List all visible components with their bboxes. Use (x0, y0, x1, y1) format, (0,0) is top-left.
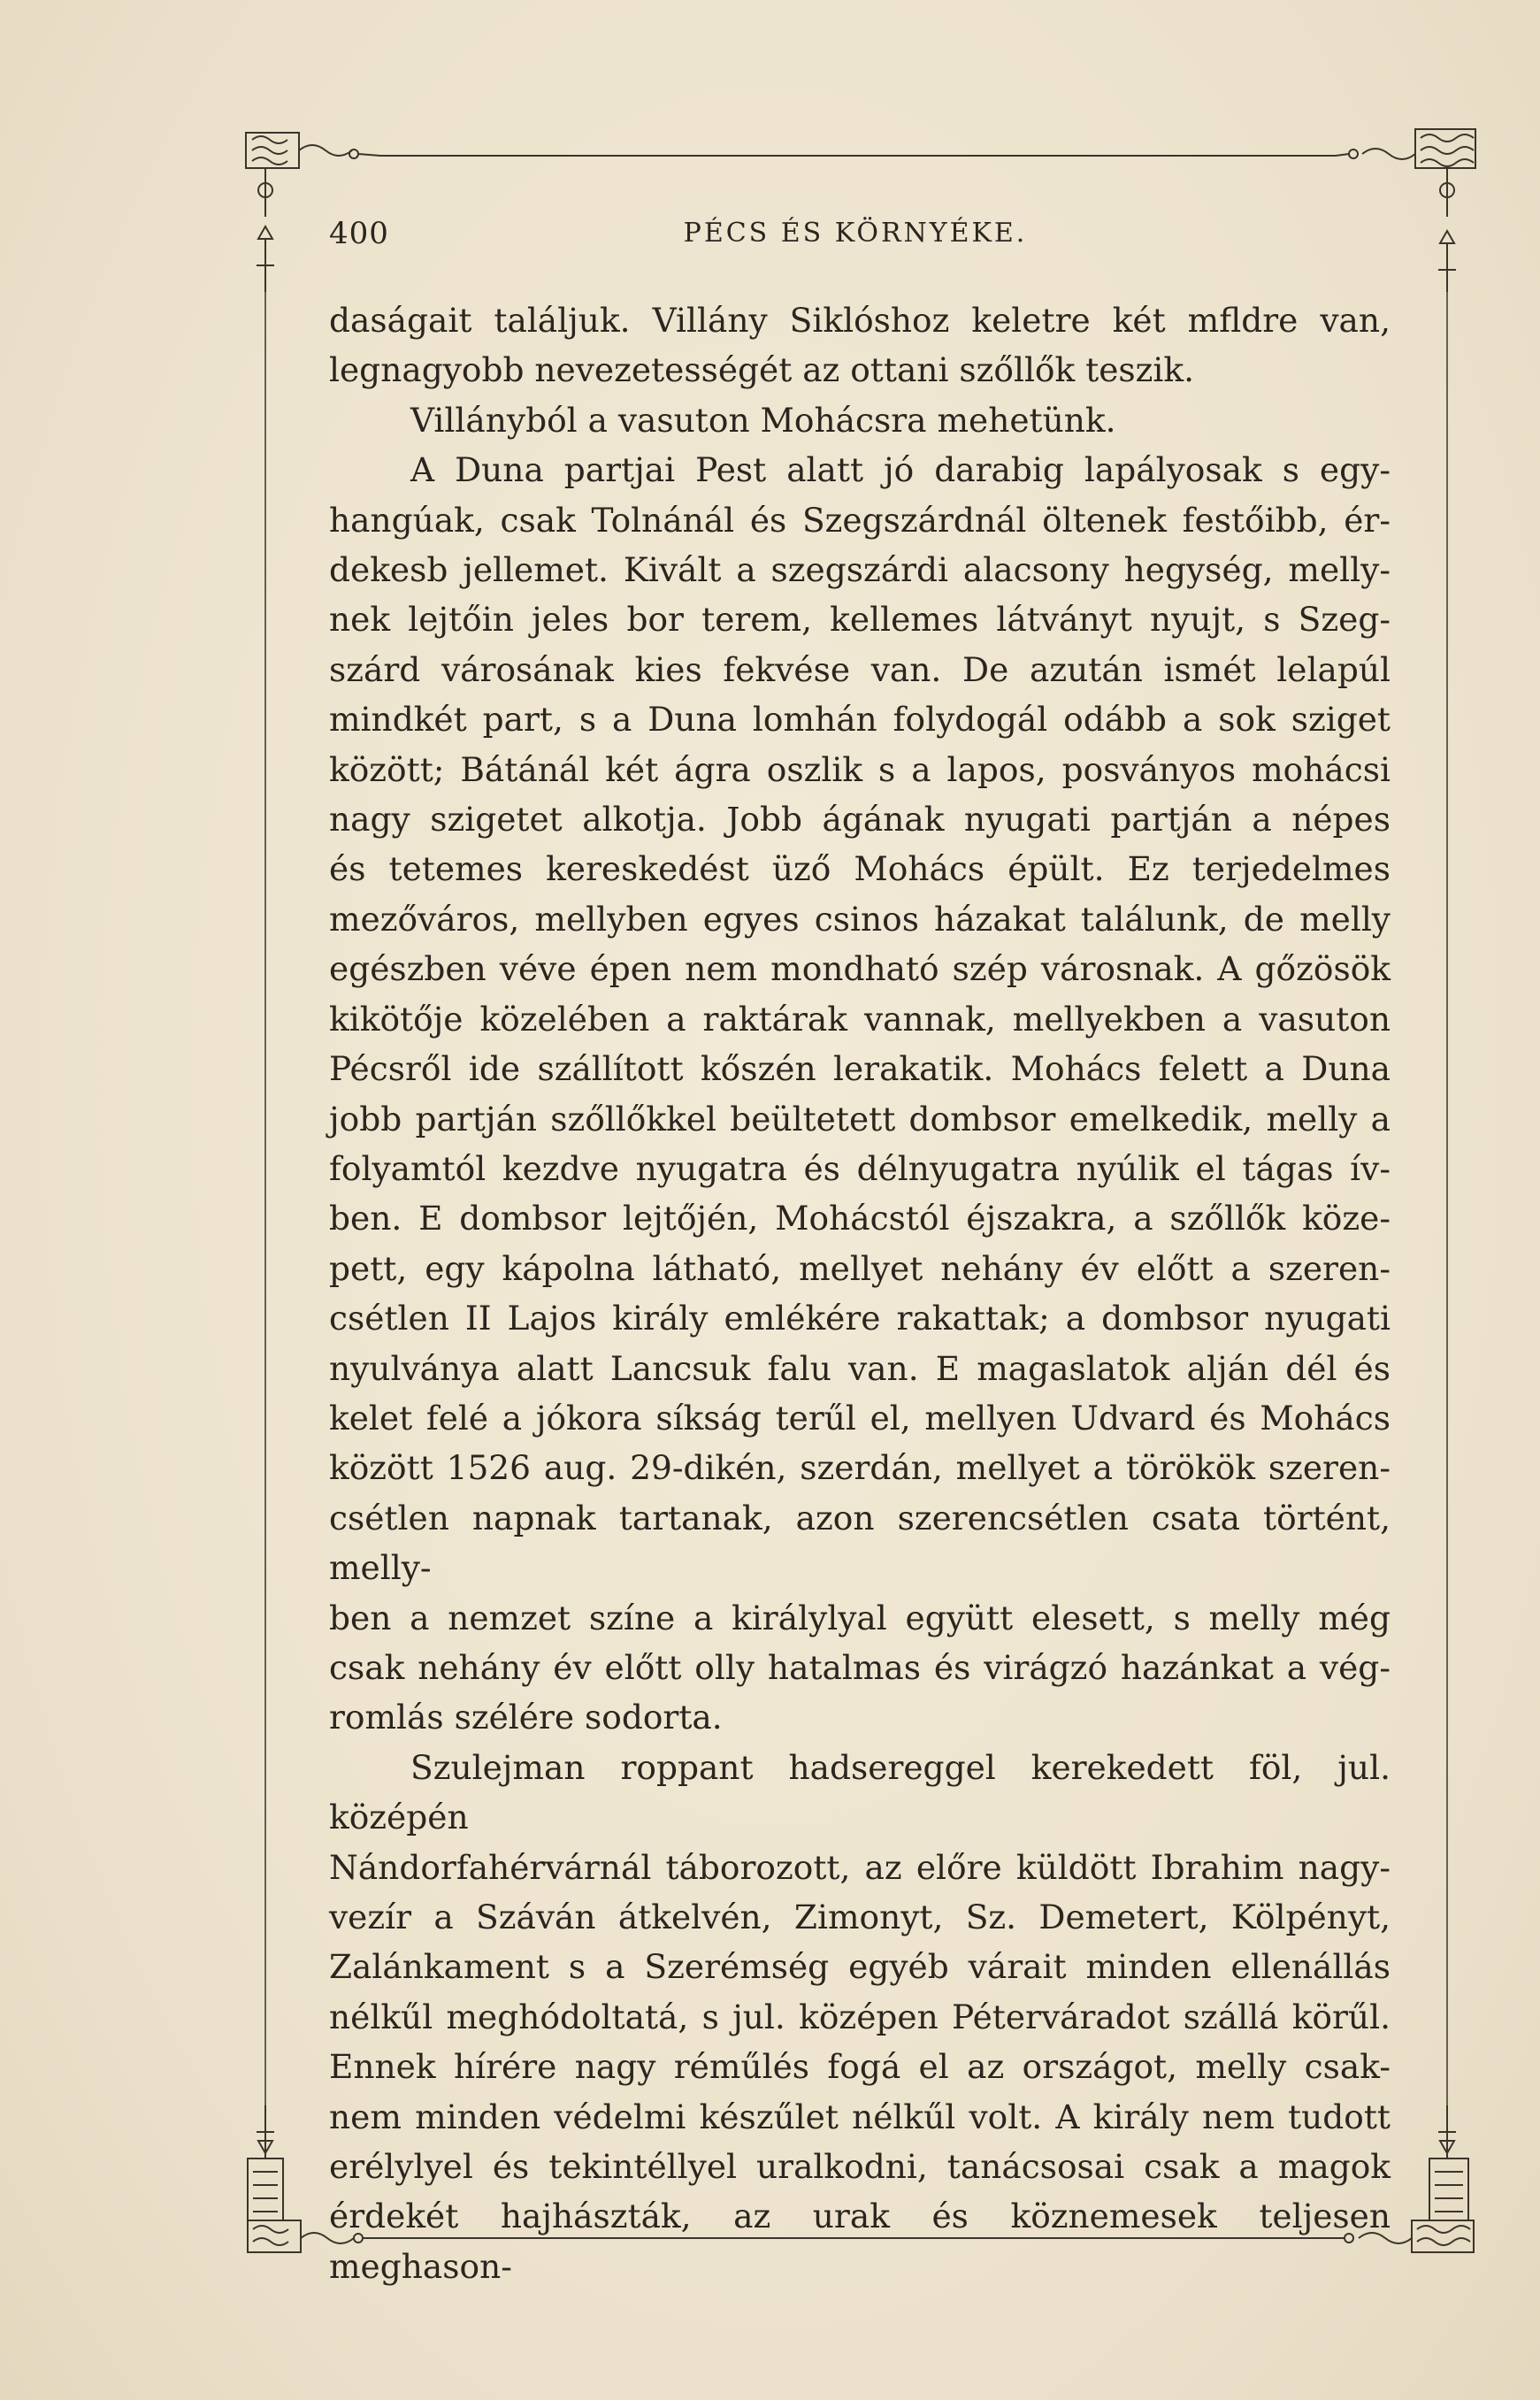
text-line: Nándorfahérvárnál táborozott, az előre küldött Ibrahim nagy- (329, 1847, 1391, 1887)
text-line: között 1526 aug. 29-dikén, szerdán, mellyet a törökök szeren- (329, 1448, 1391, 1488)
page-header (329, 216, 1382, 269)
text-line: nagy szigetet alkotja. Jobb ágának nyugati partján a népes (329, 800, 1391, 840)
text-line: folyamtól kezdve nyugatra és délnyugatra nyúlik el tágas ív- (329, 1148, 1391, 1188)
text-line: mindkét part, s a Duna lomhán folydogál odább a sok sziget (329, 700, 1391, 740)
text-line: csétlen napnak tartanak, azon szerencsétlen csata történt, melly- (329, 1498, 1391, 1588)
text-line: daságait találjuk. Villány Siklóshoz keletre két mfldre van, (329, 301, 1391, 340)
text-line: mezőváros, mellyben egyes csinos házakat találunk, de melly (329, 899, 1391, 939)
text-line: kelet felé a jókora síkság terűl el, mellyen Udvard és Mohács (329, 1398, 1391, 1438)
text-line: ben. E dombsor lejtőjén, Mohácstól éjszakra, a szőllők köze- (329, 1199, 1391, 1238)
text-line: nem minden védelmi készűlet nélkűl volt. A király nem tudott (329, 2097, 1391, 2136)
text-line: egészben véve épen nem mondható szép városnak. A gőzösök (329, 949, 1391, 989)
text-line: között; Bátánál két ágra oszlik s a lapos, posványos mohácsi (329, 749, 1391, 789)
body-text (329, 295, 1391, 2291)
text-line: Szulejman roppant hadsereggel kerekedett föl, jul. középén (329, 1747, 1391, 1837)
text-line: kikötője közelében a raktárak vannak, mellyekben a vasuton (329, 999, 1391, 1039)
text-line: ben a nemzet színe a királylyal együtt elesett, s melly még (329, 1598, 1391, 1637)
text-line: érdekét hajhászták, az urak és köznemesek teljesen meghason- (329, 2197, 1391, 2286)
text-line: Ennek hírére nagy réműlés fogá el az országot, melly csak- (329, 2047, 1391, 2087)
text-line: dekesb jellemet. Kivált a szegszárdi alacsony hegység, melly- (329, 550, 1391, 590)
text-line: Pécsről ide szállított kőszén lerakatik. Mohács felett a Duna (329, 1049, 1391, 1089)
text-line: A Duna partjai Pest alatt jó darabig lapályosak s egy- (410, 450, 1391, 490)
text-line: Villányból a vasuton Mohácsra mehetünk. (410, 400, 1116, 440)
text-line: legnagyobb nevezetességét az ottani szőllők teszik. (329, 350, 1195, 390)
text-line: és tetemes kereskedést üző Mohács épült. Ez terjedelmes (329, 849, 1391, 889)
text-line: hangúak, csak Tolnánál és Szegszárdnál öltenek festőibb, ér- (329, 500, 1391, 540)
text-line: erélylyel és tekintéllyel uralkodni, tanácsosai csak a magok (329, 2147, 1391, 2187)
text-line: nélkűl meghódoltatá, s jul. középen Péterváradot szállá körűl. (329, 1997, 1391, 2036)
running-title: PÉCS ÉS KÖRNYÉKE. (683, 218, 1028, 249)
text-line: jobb partján szőllőkkel beültetett dombsor emelkedik, melly a (329, 1099, 1391, 1139)
text-line: nyulványa alatt Lancsuk falu van. E magaslatok alján dél és (329, 1348, 1391, 1388)
text-line: csak nehány év előtt olly hatalmas és virágzó hazánkat a vég- (329, 1647, 1391, 1687)
text-line: Zalánkament s a Szerémség egyéb várait minden ellenállás (329, 1947, 1391, 1987)
text-line: vezír a Száván átkelvén, Zimonyt, Sz. Demetert, Kölpényt, (329, 1898, 1391, 1936)
text-line: csétlen II Lajos király emlékére rakattak; a dombsor nyugati (329, 1299, 1391, 1338)
text-line: szárd városának kies fekvése van. De azután ismét lelapúl (329, 649, 1391, 689)
text-line: nek lejtőin jeles bor terem, kellemes látványt nyujt, s Szeg- (329, 600, 1391, 640)
page-number: 400 (329, 216, 389, 251)
text-line: pett, egy kápolna látható, mellyet nehány év előtt a szeren- (329, 1248, 1391, 1288)
text-line: romlás szélére sodorta. (329, 1698, 723, 1737)
